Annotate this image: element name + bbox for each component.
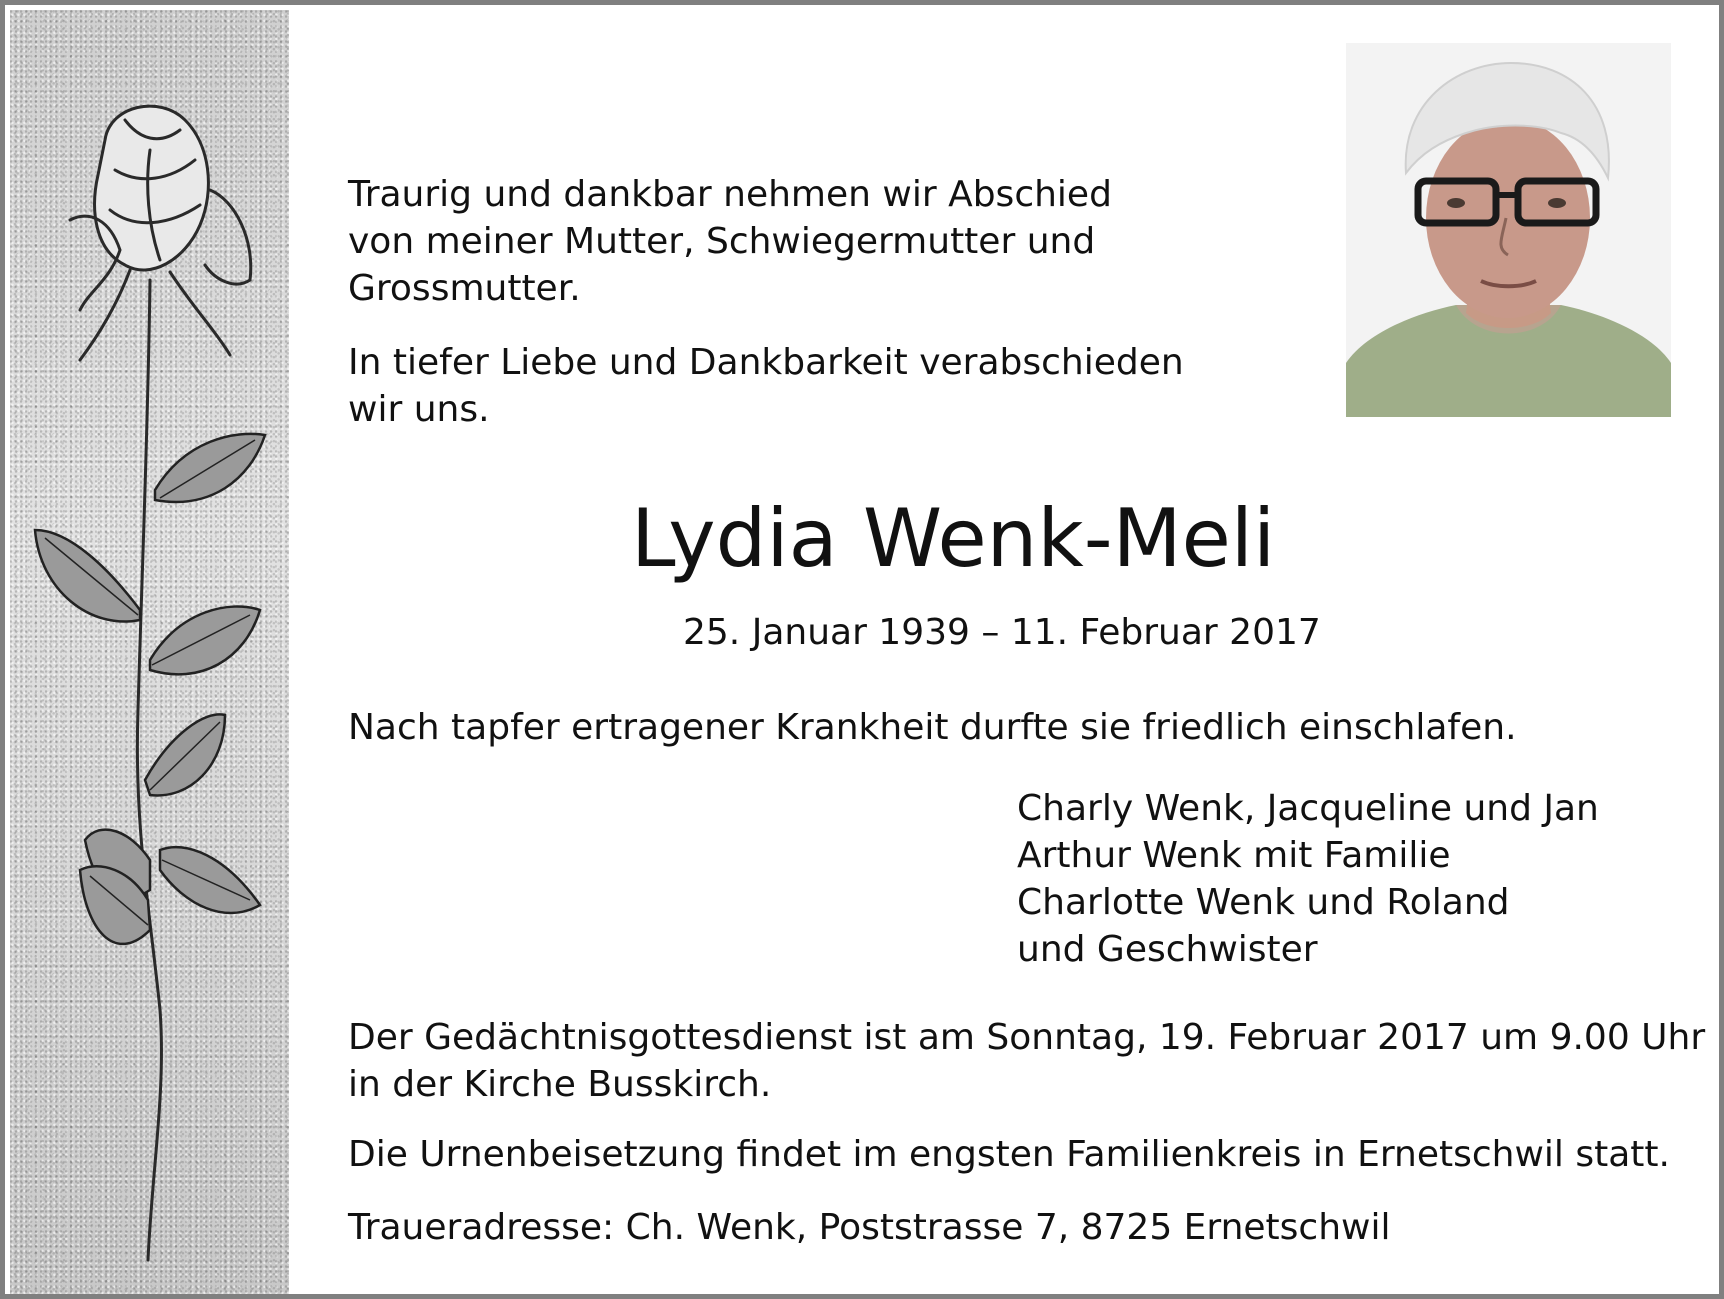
family-list <box>1017 785 1599 973</box>
rose-illustration <box>10 10 289 1299</box>
service-line: Der Gedächtnisgottesdienst ist am Sonntag, 19. Februar 2017 um 9.00 Uhr <box>348 1017 1706 1058</box>
deceased-name: Lydia Wenk-Meli <box>631 492 1276 585</box>
intro-line: Grossmutter. <box>348 268 581 309</box>
intro-line: von meiner Mutter, Schwiegermutter und <box>348 221 1096 262</box>
intro-line: Traurig und dankbar nehmen wir Abschied <box>348 174 1112 215</box>
mourning-address: Traueradresse: Ch. Wenk, Poststrasse 7, 8725 Ernetschwil <box>348 1207 1391 1248</box>
memorial-service <box>348 1014 1705 1108</box>
passing-note: Nach tapfer ertragener Krankheit durfte sie friedlich einschlafen. <box>348 707 1517 748</box>
portrait-photo <box>1346 43 1671 417</box>
intro-text <box>348 171 1112 312</box>
family-line: Charlotte Wenk und Roland <box>1017 882 1510 923</box>
family-line: und Geschwister <box>1017 929 1318 970</box>
service-line: in der Kirche Busskirch. <box>348 1064 772 1105</box>
life-dates: 25. Januar 1939 – 11. Februar 2017 <box>683 612 1321 653</box>
family-line: Charly Wenk, Jacqueline und Jan <box>1017 788 1599 829</box>
farewell-line: wir uns. <box>348 389 490 430</box>
urn-burial-note: Die Urnenbeisetzung findet im engsten Familienkreis in Ernetschwil statt. <box>348 1134 1670 1175</box>
farewell-line: In tiefer Liebe und Dankbarkeit verabschieden <box>348 342 1184 383</box>
farewell-text <box>348 339 1184 433</box>
family-line: Arthur Wenk mit Familie <box>1017 835 1451 876</box>
